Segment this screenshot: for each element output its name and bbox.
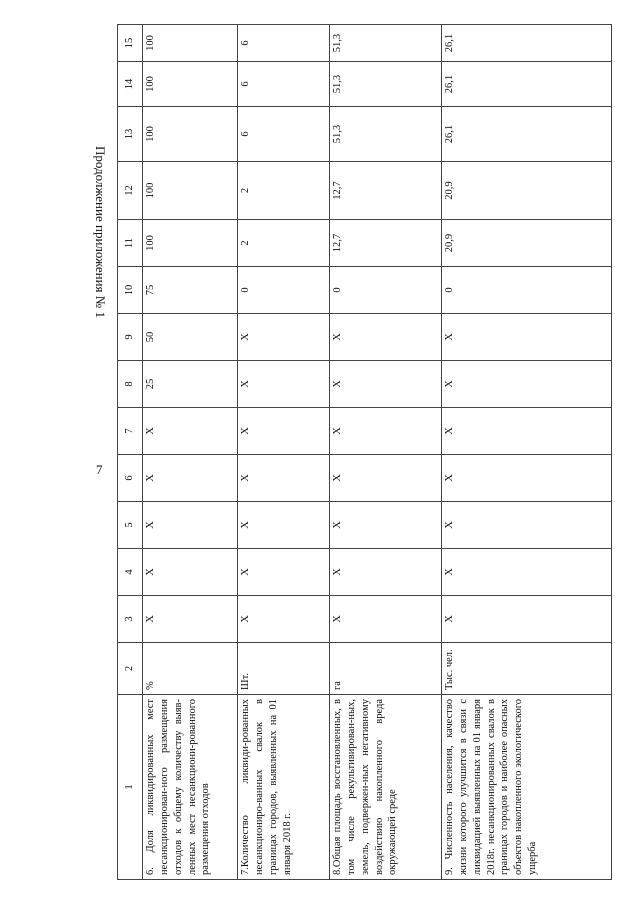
value-cell: Х <box>238 596 330 643</box>
value-cell: 6 <box>238 62 330 107</box>
value-cell: 20,9 <box>442 220 612 267</box>
header-cell: 7 <box>118 408 143 455</box>
value-cell: 100 <box>143 107 238 162</box>
value-cell: 6 <box>238 107 330 162</box>
header-cell: 9 <box>118 314 143 361</box>
value-cell: Х <box>238 455 330 502</box>
value-cell: Х <box>238 549 330 596</box>
value-cell: 6 <box>238 25 330 62</box>
value-cell: Х <box>442 408 612 455</box>
value-cell: 100 <box>143 25 238 62</box>
value-cell: 12,7 <box>330 220 442 267</box>
value-cell: Х <box>238 361 330 408</box>
value-cell: 0 <box>442 267 612 314</box>
value-cell: 0 <box>238 267 330 314</box>
header-cell: 4 <box>118 549 143 596</box>
value-cell: Х <box>330 408 442 455</box>
value-cell: Х <box>442 361 612 408</box>
value-cell: 2 <box>238 162 330 220</box>
value-cell: Х <box>442 314 612 361</box>
header-cell: 8 <box>118 361 143 408</box>
value-cell: Х <box>143 455 238 502</box>
value-cell: Х <box>238 314 330 361</box>
value-cell: Х <box>442 502 612 549</box>
value-cell: 26,1 <box>442 25 612 62</box>
indicator-unit: Шт. <box>238 643 330 695</box>
value-cell: 20,9 <box>442 162 612 220</box>
value-cell: Х <box>330 502 442 549</box>
value-cell: Х <box>238 502 330 549</box>
indicator-name: 9. Численность населения, качество жизни которого улучшится в связи с ликвидацией выявленных на 01 января 2018г. несанкционированных свалок в границах городов и наиболее опасных объектов накопленного экологического ущерба <box>442 695 612 880</box>
value-cell: Х <box>330 549 442 596</box>
value-cell: Х <box>143 596 238 643</box>
value-cell: 50 <box>143 314 238 361</box>
indicator-unit: % <box>143 643 238 695</box>
header-cell: 12 <box>118 162 143 220</box>
value-cell: 25 <box>143 361 238 408</box>
value-cell: Х <box>330 455 442 502</box>
value-cell: 100 <box>143 220 238 267</box>
indicators-table <box>117 24 612 880</box>
table-row <box>442 25 612 880</box>
table-row <box>330 25 442 880</box>
value-cell: Х <box>238 408 330 455</box>
header-cell: 10 <box>118 267 143 314</box>
value-cell: 51,3 <box>330 25 442 62</box>
header-cell: 15 <box>118 25 143 62</box>
value-cell: 26,1 <box>442 62 612 107</box>
value-cell: Х <box>330 596 442 643</box>
value-cell: Х <box>442 455 612 502</box>
value-cell: 100 <box>143 162 238 220</box>
value-cell: Х <box>143 549 238 596</box>
value-cell: Х <box>330 361 442 408</box>
value-cell: 12,7 <box>330 162 442 220</box>
continuation-label: Продолжение приложения № 1 <box>93 146 108 318</box>
value-cell: Х <box>143 502 238 549</box>
value-cell: Х <box>143 408 238 455</box>
header-cell: 1 <box>118 695 143 880</box>
header-cell: 5 <box>118 502 143 549</box>
value-cell: 51,3 <box>330 62 442 107</box>
value-cell: 0 <box>330 267 442 314</box>
value-cell: Х <box>442 596 612 643</box>
header-cell: 3 <box>118 596 143 643</box>
value-cell: 26,1 <box>442 107 612 162</box>
indicator-name: 6. Доля ликвидированных мест несанкционирован-ного размещения отходов к общему количеству выяв-ленных мест несанкциони-рованного размещения отходов <box>143 695 238 880</box>
value-cell: Х <box>330 314 442 361</box>
header-cell: 6 <box>118 455 143 502</box>
indicator-unit: га <box>330 643 442 695</box>
value-cell: 2 <box>238 220 330 267</box>
header-cell: 2 <box>118 643 143 695</box>
table-row <box>143 25 238 880</box>
header-row <box>118 25 143 880</box>
indicator-name: 7.Количество ликвиди-рованных несанкциониро-ванных свалок в границах городов, выявленных на 01 января 2018 г. <box>238 695 330 880</box>
header-cell: 11 <box>118 220 143 267</box>
page-number: 7 <box>96 462 103 477</box>
value-cell: Х <box>442 549 612 596</box>
header-cell: 14 <box>118 62 143 107</box>
table-row <box>238 25 330 880</box>
header-cell: 13 <box>118 107 143 162</box>
indicator-name: 8.Общая площадь восстановленных, в том числе рекультивирован-ных, земель, подвержен-ных негативному воздействию накопленного вреда окружающей среде <box>330 695 442 880</box>
rotated-table-container <box>117 30 612 880</box>
indicator-unit: Тыс. чел. <box>442 643 612 695</box>
value-cell: 51,3 <box>330 107 442 162</box>
value-cell: 100 <box>143 62 238 107</box>
value-cell: 75 <box>143 267 238 314</box>
